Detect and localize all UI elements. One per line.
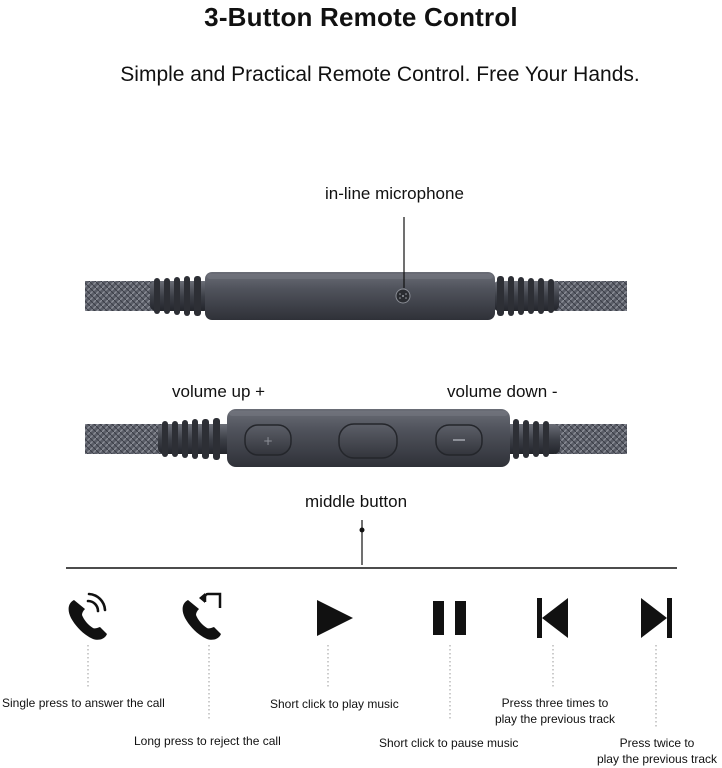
caption-reject-call: Long press to reject the call bbox=[134, 734, 281, 748]
volume-up-label: volume up + bbox=[172, 382, 266, 401]
phone-reject-icon bbox=[183, 593, 221, 640]
caption-previous-track-line1: Press three times to bbox=[501, 696, 609, 710]
caption-next-track-line1: Press twice to bbox=[619, 736, 695, 750]
strain-relief-left-bottom bbox=[158, 418, 233, 460]
caption-next-track-line2: play the previous track bbox=[596, 752, 718, 766]
caption-next-track bbox=[594, 735, 720, 767]
strain-relief-right-top bbox=[493, 276, 559, 316]
microphone-housing bbox=[205, 272, 495, 320]
caption-pause-music: Short click to pause music bbox=[379, 736, 519, 750]
cable-left-top bbox=[85, 281, 159, 311]
caption-play-music: Short click to play music bbox=[270, 697, 399, 711]
middle-button-pointer-dot bbox=[360, 528, 365, 533]
strain-relief-left-top bbox=[150, 276, 210, 316]
previous-track-icon bbox=[537, 598, 568, 638]
volume-down-symbol bbox=[453, 439, 465, 441]
microphone-hole bbox=[396, 289, 410, 303]
caption-previous-track bbox=[488, 695, 622, 727]
volume-up-symbol: + bbox=[262, 434, 274, 448]
page-subtitle: Simple and Practical Remote Control. Free Your Hands. bbox=[120, 63, 640, 86]
volume-down-label: volume down - bbox=[447, 382, 558, 401]
caption-previous-track-line2: play the previous track bbox=[494, 712, 616, 726]
page-title: 3-Button Remote Control bbox=[204, 2, 518, 32]
microphone-remote bbox=[85, 217, 627, 320]
cable-right-bottom bbox=[555, 424, 627, 454]
pause-icon bbox=[433, 601, 466, 635]
caption-answer-call: Single press to answer the call bbox=[2, 696, 165, 710]
cable-right-top bbox=[555, 281, 627, 311]
play-icon bbox=[317, 600, 353, 636]
button-remote bbox=[85, 409, 627, 467]
cable-left-bottom bbox=[85, 424, 165, 454]
next-track-icon bbox=[641, 598, 672, 638]
microphone-label: in-line microphone bbox=[325, 184, 464, 203]
phone-answer-icon bbox=[69, 594, 107, 640]
middle-button-label: middle button bbox=[305, 492, 408, 511]
middle-control-button bbox=[339, 424, 397, 458]
